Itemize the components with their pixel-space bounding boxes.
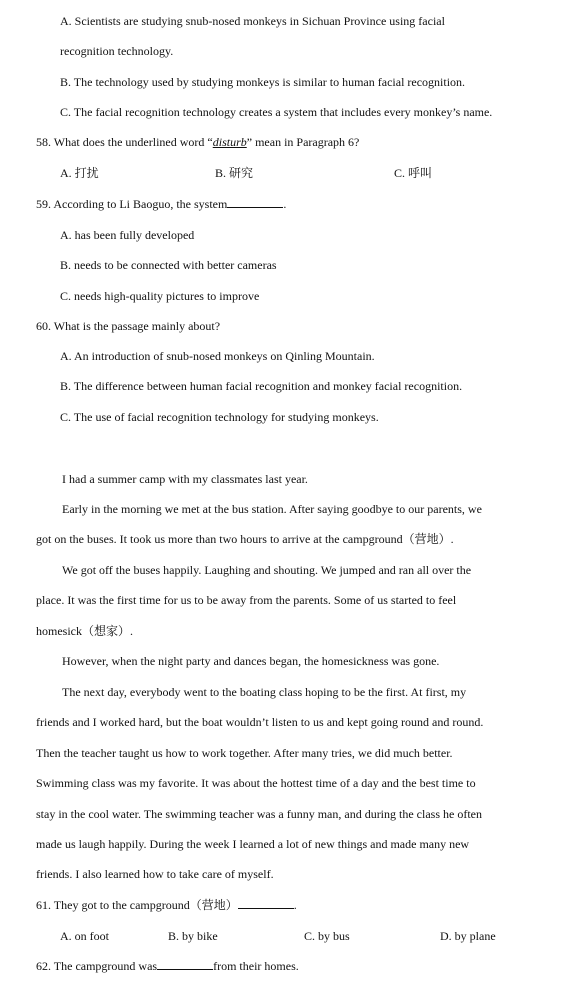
passage-paragraph-4: However, when the night party and dances began, the homesickness was gone. (62, 654, 440, 668)
q58-underlined-word: disturb (212, 135, 247, 149)
q59-option-a: A. has been fully developed (60, 228, 195, 242)
passage-paragraph-5-line1: The next day, everybody went to the boating class hoping to be the first. At first, my (62, 685, 467, 699)
passage-paragraph-5-line5: stay in the cool water. The swimming teacher was a funny man, and during the class he often (36, 807, 482, 821)
q58-option-a: A. 打扰 (60, 166, 99, 180)
q61-option-b: B. by bike (168, 929, 218, 943)
q57-option-a-line1: A. Scientists are studying snub-nosed monkeys in Sichuan Province using facial (60, 14, 445, 28)
q57-option-b: B. The technology used by studying monkeys is similar to human facial recognition. (60, 75, 466, 89)
passage-paragraph-3-line1: We got off the buses happily. Laughing and shouting. We jumped and ran all over the (62, 563, 472, 577)
answer-blank (157, 959, 213, 970)
passage-paragraph-5-line3: Then the teacher taught us how to work together. After many tries, we did much better. (36, 746, 453, 760)
answer-blank (227, 197, 283, 208)
q61-stem: 61. They got to the campground（营地） . (36, 898, 297, 912)
q60-option-c: C. The use of facial recognition technology for studying monkeys. (60, 410, 379, 424)
passage-paragraph-1: I had a summer camp with my classmates last year. (62, 472, 308, 486)
q58-option-b: B. 研究 (215, 166, 254, 180)
passage-paragraph-5-line7: friends. I also learned how to take care of myself. (36, 867, 274, 881)
q59-stem-text: 59. According to Li Baoguo, the system (36, 197, 228, 211)
passage-paragraph-5-line6: made us laugh happily. During the week I learned a lot of new things and made many new (36, 837, 470, 851)
q61-option-a: A. on foot (60, 929, 109, 943)
passage-paragraph-3-line2: place. It was the first time for us to be away from the parents. Some of us started to feel (36, 593, 457, 607)
q61-option-c: C. by bus (304, 929, 350, 943)
q61-stem-text: 61. They got to the campground（营地） (36, 898, 238, 912)
q58-option-c: C. 呼叫 (394, 166, 433, 180)
passage-paragraph-5-line2: friends and I worked hard, but the boat wouldn’t listen to us and kept going round and round. (36, 715, 484, 729)
q59-option-b: B. needs to be connected with better cameras (60, 258, 277, 272)
answer-blank (238, 898, 294, 909)
passage-paragraph-5-line4: Swimming class was my favorite. It was about the hottest time of a day and the best time to (36, 776, 476, 790)
q58-stem-pre: 58. What does the underlined word “ (36, 135, 213, 149)
q62-stem-post: from their homes. (213, 959, 299, 973)
q59-stem: 59. According to Li Baoguo, the system . (36, 197, 287, 211)
passage-paragraph-3-line3: homesick（想家）. (36, 624, 133, 638)
q61-option-d: D. by plane (440, 929, 496, 943)
q57-option-a-line2: recognition technology. (60, 44, 174, 58)
q60-option-b: B. The difference between human facial recognition and monkey facial recognition. (60, 379, 463, 393)
q58-stem (36, 134, 359, 150)
q60-option-a: A. An introduction of snub-nosed monkeys on Qinling Mountain. (60, 349, 375, 363)
q59-option-c: C. needs high-quality pictures to improve (60, 289, 260, 303)
q62-stem (36, 958, 299, 974)
passage-paragraph-2-line2: got on the buses. It took us more than two hours to arrive at the campground（营地）. (36, 532, 454, 546)
q58-stem-post: ” mean in Paragraph 6? (246, 135, 360, 149)
q57-option-c: C. The facial recognition technology creates a system that includes every monkey’s name. (60, 105, 493, 119)
q60-stem: 60. What is the passage mainly about? (36, 319, 221, 333)
passage-paragraph-2-line1: Early in the morning we met at the bus station. After saying goodbye to our parents, we (62, 502, 482, 516)
q62-stem-pre: 62. The campground was (36, 959, 158, 973)
